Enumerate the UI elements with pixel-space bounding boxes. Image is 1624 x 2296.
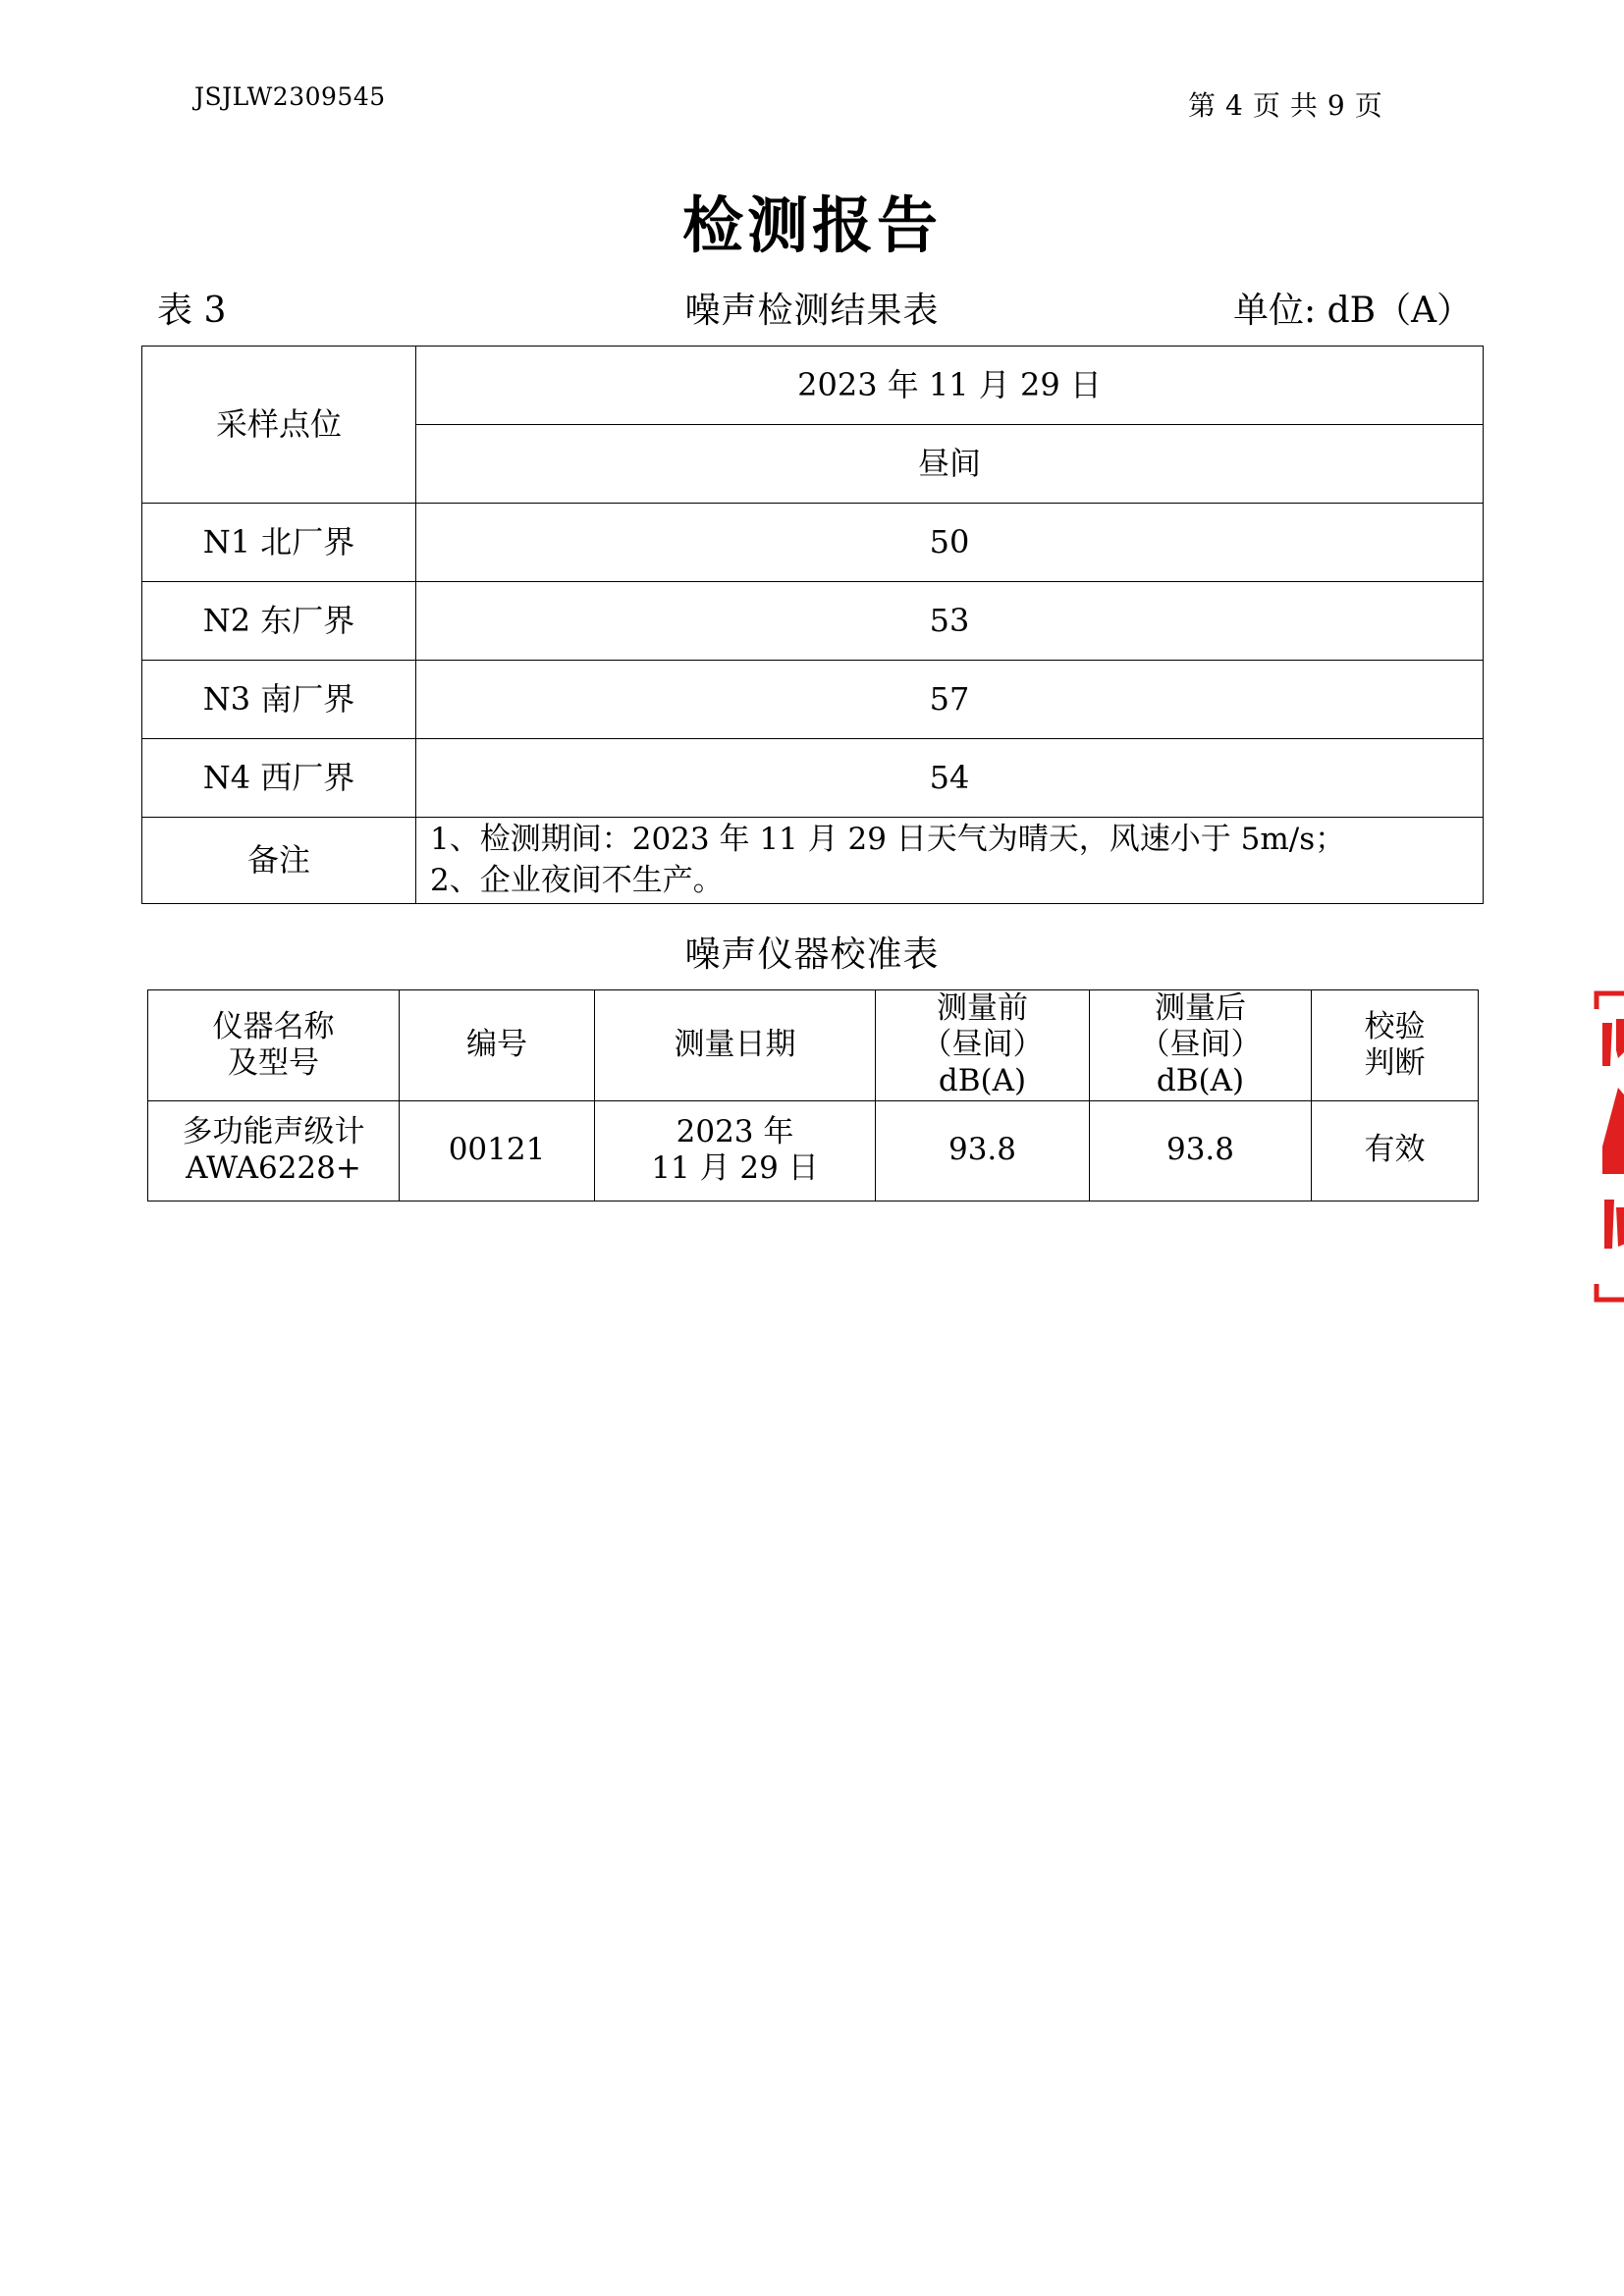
instrument-header	[148, 990, 400, 1101]
noise-value: 53	[416, 582, 1484, 661]
header-line: 测量前	[937, 990, 1028, 1026]
table-row	[142, 504, 1484, 582]
date-header: 2023 年 11 月 29 日	[416, 347, 1484, 425]
table-row	[148, 1100, 1479, 1201]
calibration-table	[147, 989, 1479, 1201]
document-title: 检测报告	[681, 189, 942, 261]
header-line: dB(A)	[938, 1063, 1027, 1099]
table-caption: 表 3	[157, 291, 227, 331]
header-line: （昼间）	[921, 1027, 1044, 1063]
judgement-header	[1312, 990, 1479, 1101]
noise-result-table	[141, 346, 1484, 904]
measure-date	[595, 1100, 876, 1201]
instrument-name	[148, 1100, 400, 1201]
before-header	[876, 990, 1090, 1101]
header-line: 校验	[1364, 1008, 1426, 1044]
noise-value: 50	[416, 504, 1484, 582]
unit-label: 单位: dB（A）	[1233, 291, 1473, 331]
sampling-point: N2 东厂界	[142, 582, 416, 661]
number-header: 编号	[400, 990, 595, 1101]
cell-line: 11 月 29 日	[651, 1150, 819, 1187]
cell-line: 2023 年	[676, 1113, 794, 1149]
table-title: 噪声检测结果表	[684, 291, 940, 331]
date-header: 测量日期	[595, 990, 876, 1101]
page-number-part: 4	[1225, 89, 1243, 122]
after-header	[1090, 990, 1312, 1101]
judgement-value: 有效	[1312, 1100, 1479, 1201]
calibration-title: 噪声仪器校准表	[684, 934, 940, 975]
seal-stamp-fragment	[1589, 989, 1624, 1304]
page-number-part: 共	[1289, 89, 1318, 122]
table-row	[142, 739, 1484, 818]
report-code: JSJLW2309545	[194, 82, 386, 111]
instrument-number: 00121	[400, 1100, 595, 1201]
remarks-text	[416, 818, 1484, 904]
header-line: 测量后	[1155, 990, 1246, 1026]
remarks-row	[142, 818, 1484, 904]
page-number-part: 9	[1326, 89, 1345, 122]
table-row	[142, 582, 1484, 661]
header-line: （昼间）	[1139, 1027, 1262, 1063]
noise-value: 54	[416, 739, 1484, 818]
page-number-part: 页	[1354, 89, 1382, 122]
header-line: 仪器名称	[212, 1008, 335, 1044]
sampling-point: N4 西厂界	[142, 739, 416, 818]
cell-line: AWA6228+	[186, 1150, 361, 1187]
table-row	[142, 661, 1484, 739]
header-line: 判断	[1364, 1044, 1426, 1081]
period-header: 昼间	[416, 425, 1484, 504]
remarks-label: 备注	[142, 818, 416, 904]
cell-line: 多功能声级计	[182, 1113, 365, 1149]
remark-line: 1、检测期间：2023 年 11 月 29 日天气为晴天，风速小于 5m/s；	[430, 821, 1346, 857]
after-value: 93.8	[1090, 1100, 1312, 1201]
remark-line: 2、企业夜间不生产。	[430, 862, 724, 898]
sampling-point: N3 南厂界	[142, 661, 416, 739]
page-number-part: 第	[1188, 89, 1217, 122]
header-line: 及型号	[228, 1044, 319, 1081]
sampling-point-header: 采样点位	[142, 347, 416, 504]
noise-value: 57	[416, 661, 1484, 739]
page-number	[1188, 84, 1392, 124]
page-number-part: 页	[1252, 89, 1280, 122]
before-value: 93.8	[876, 1100, 1090, 1201]
header-line: dB(A)	[1156, 1063, 1245, 1099]
sampling-point: N1 北厂界	[142, 504, 416, 582]
